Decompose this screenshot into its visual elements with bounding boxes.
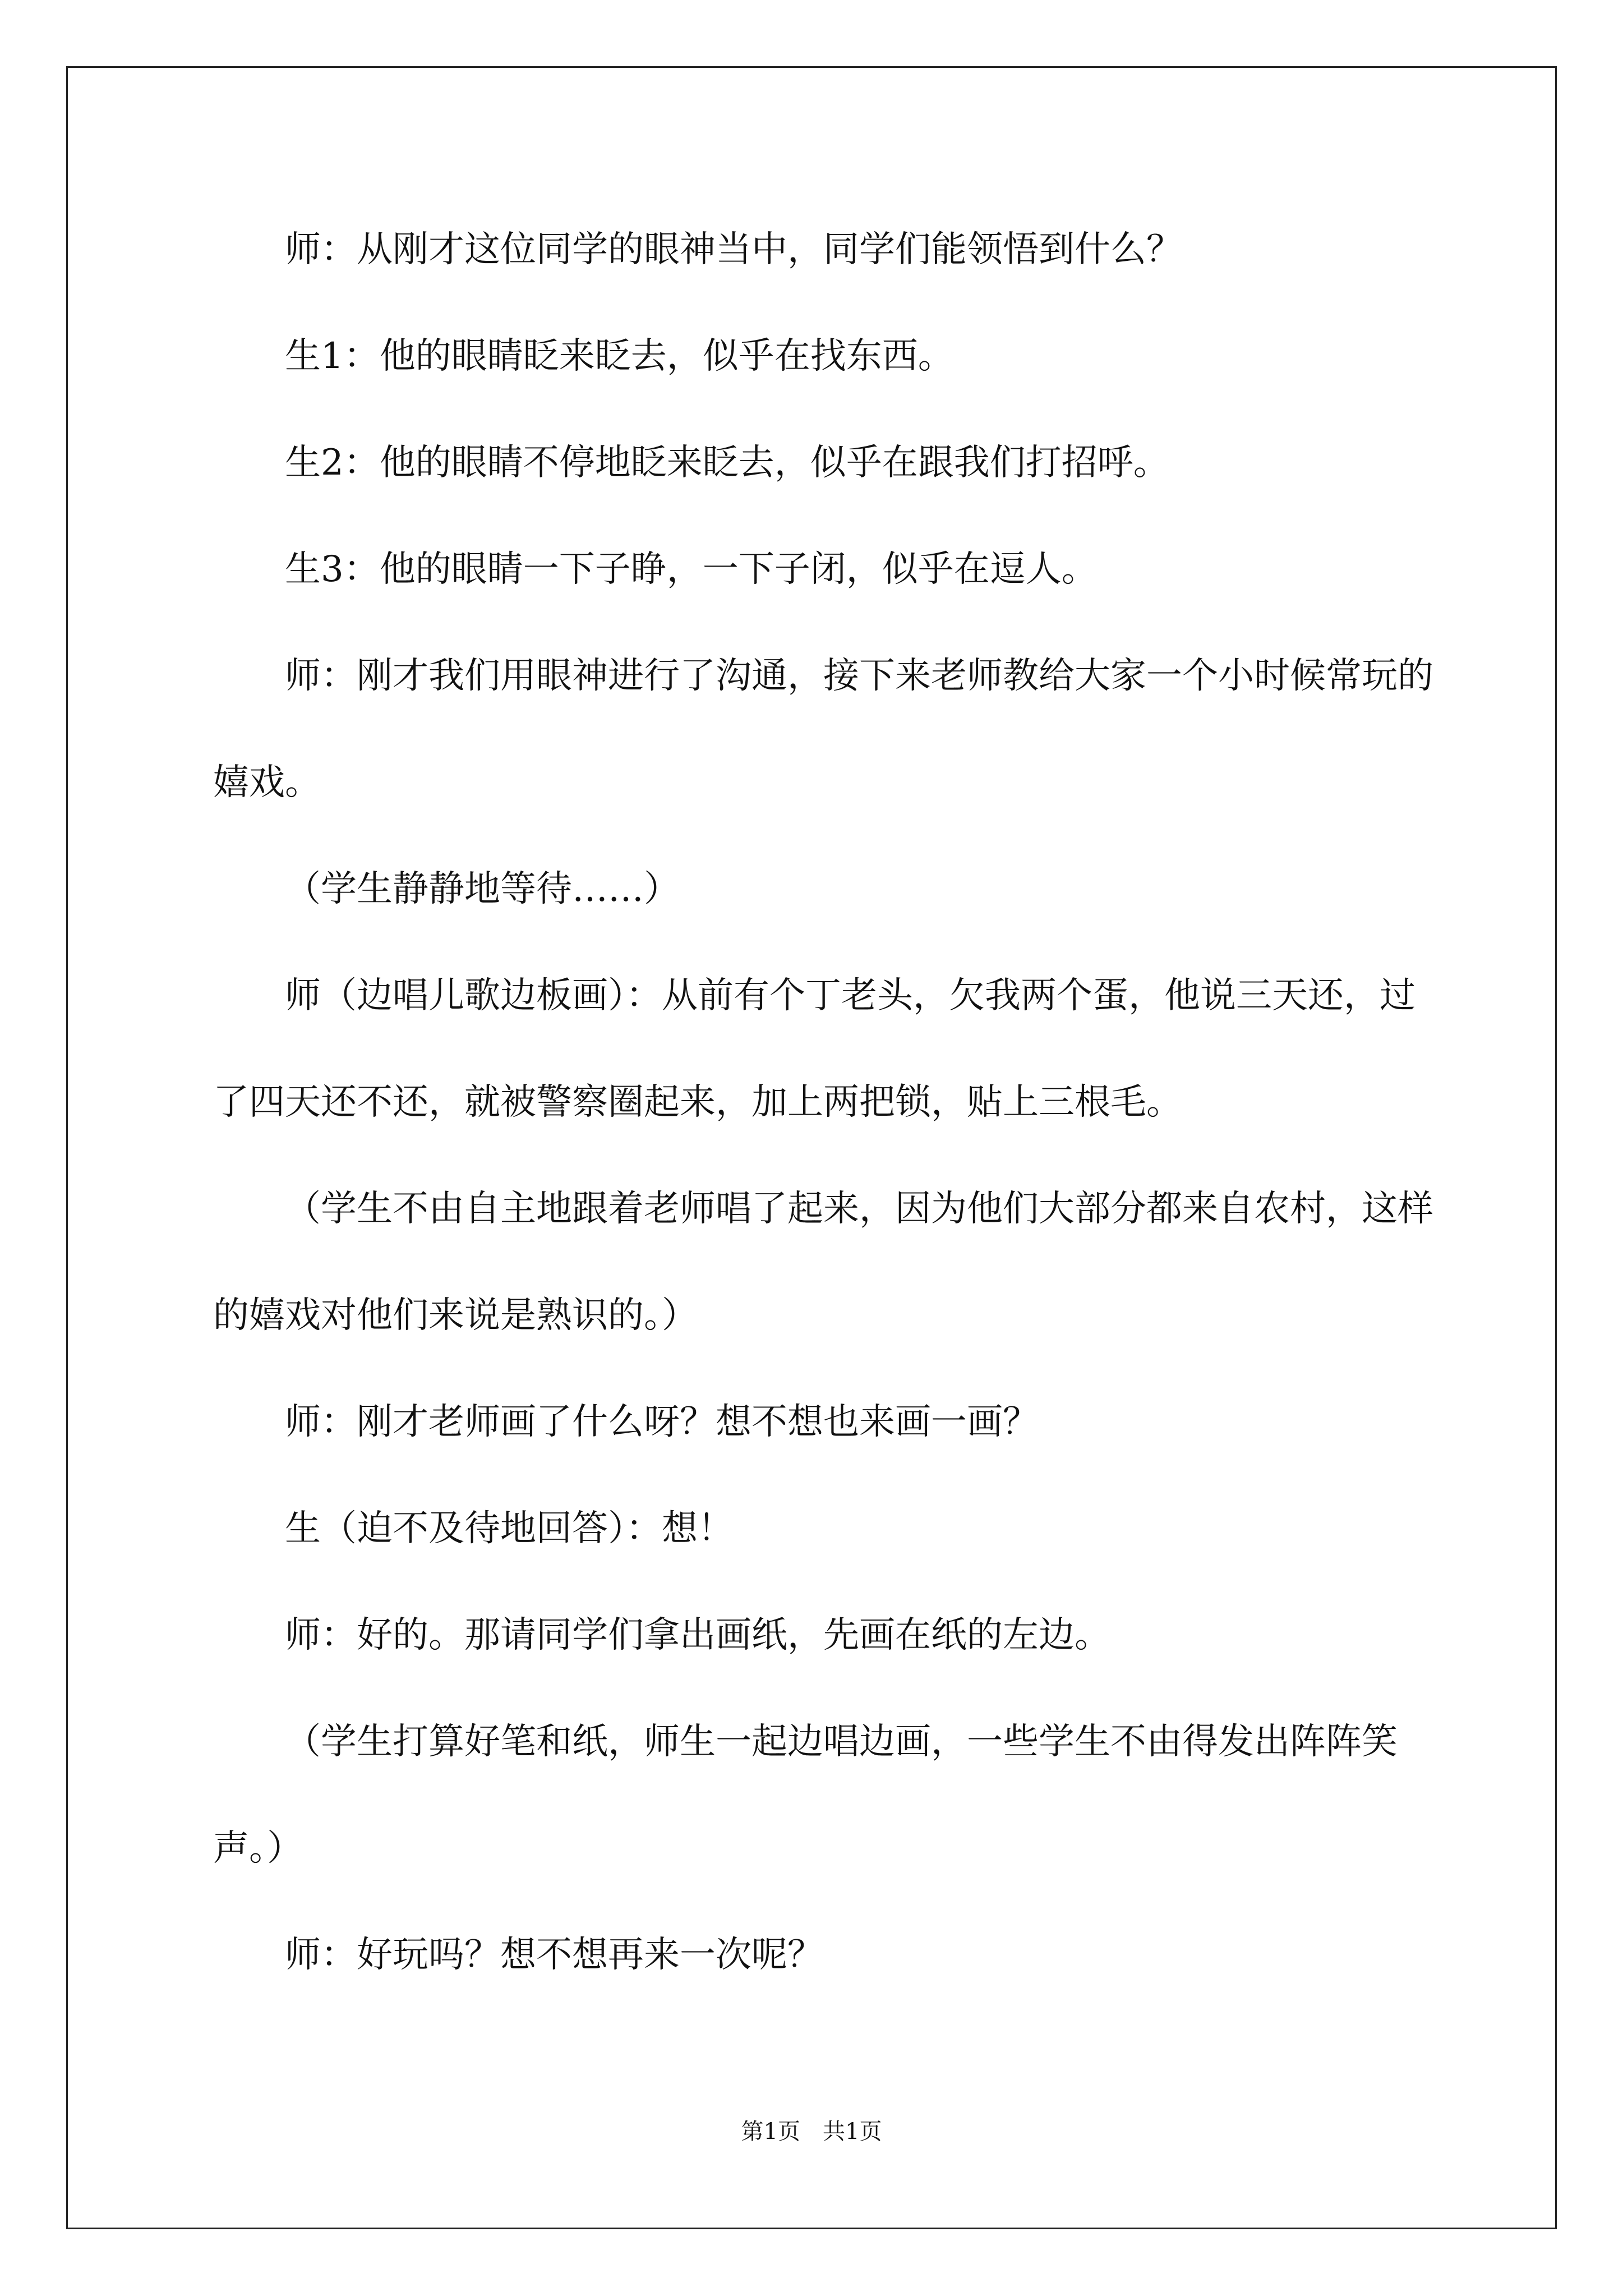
paragraph-12: （学生打算好笔和纸，师生一起边唱边画，一些学生不由得发出阵阵笑声。） (213, 1721, 1398, 1869)
page-footer (0, 2115, 1623, 2148)
paragraph-11: 师：好的。那请同学们拿出画纸，先画在纸的左边。 (285, 1614, 1110, 1656)
paragraph-6: （学生静静地等待……） (285, 868, 680, 910)
paragraph-10: 生（迫不及待地回答）：想！ (285, 1508, 734, 1549)
paragraph-7: 师（边唱儿歌边板画）：从前有个丁老头，欠我两个蛋，他说三天还，过了四天还不还，就被警察圈起来，加上两把锁，贴上三根毛。 (213, 975, 1415, 1123)
paragraph-4: 生3：他的眼睛一下子睁，一下子闭，似乎在逗人。 (285, 549, 1098, 590)
paragraph-1: 师：从刚才这位同学的眼神当中，同学们能领悟到什么？ (285, 229, 1182, 270)
paragraph-5: 师：刚才我们用眼神进行了沟通，接下来老师教给大家一个小时候常玩的嬉戏。 (213, 655, 1433, 803)
paragraph-8: （学生不由自主地跟着老师唱了起来，因为他们大部分都来自农村，这样的嬉戏对他们来说是熟识的。） (213, 1188, 1433, 1336)
paragraph-3: 生2：他的眼睛不停地眨来眨去，似乎在跟我们打招呼。 (285, 442, 1169, 484)
paragraph-13: 师：好玩吗？想不想再来一次呢？ (285, 1934, 823, 1976)
page-number-current: 第1页 (741, 2119, 800, 2145)
paragraph-9: 师：刚才老师画了什么呀？想不想也来画一画？ (285, 1401, 1039, 1443)
page-number-total: 共1页 (823, 2119, 882, 2145)
paragraph-2: 生1：他的眼睛眨来眨去，似乎在找东西。 (285, 335, 954, 377)
